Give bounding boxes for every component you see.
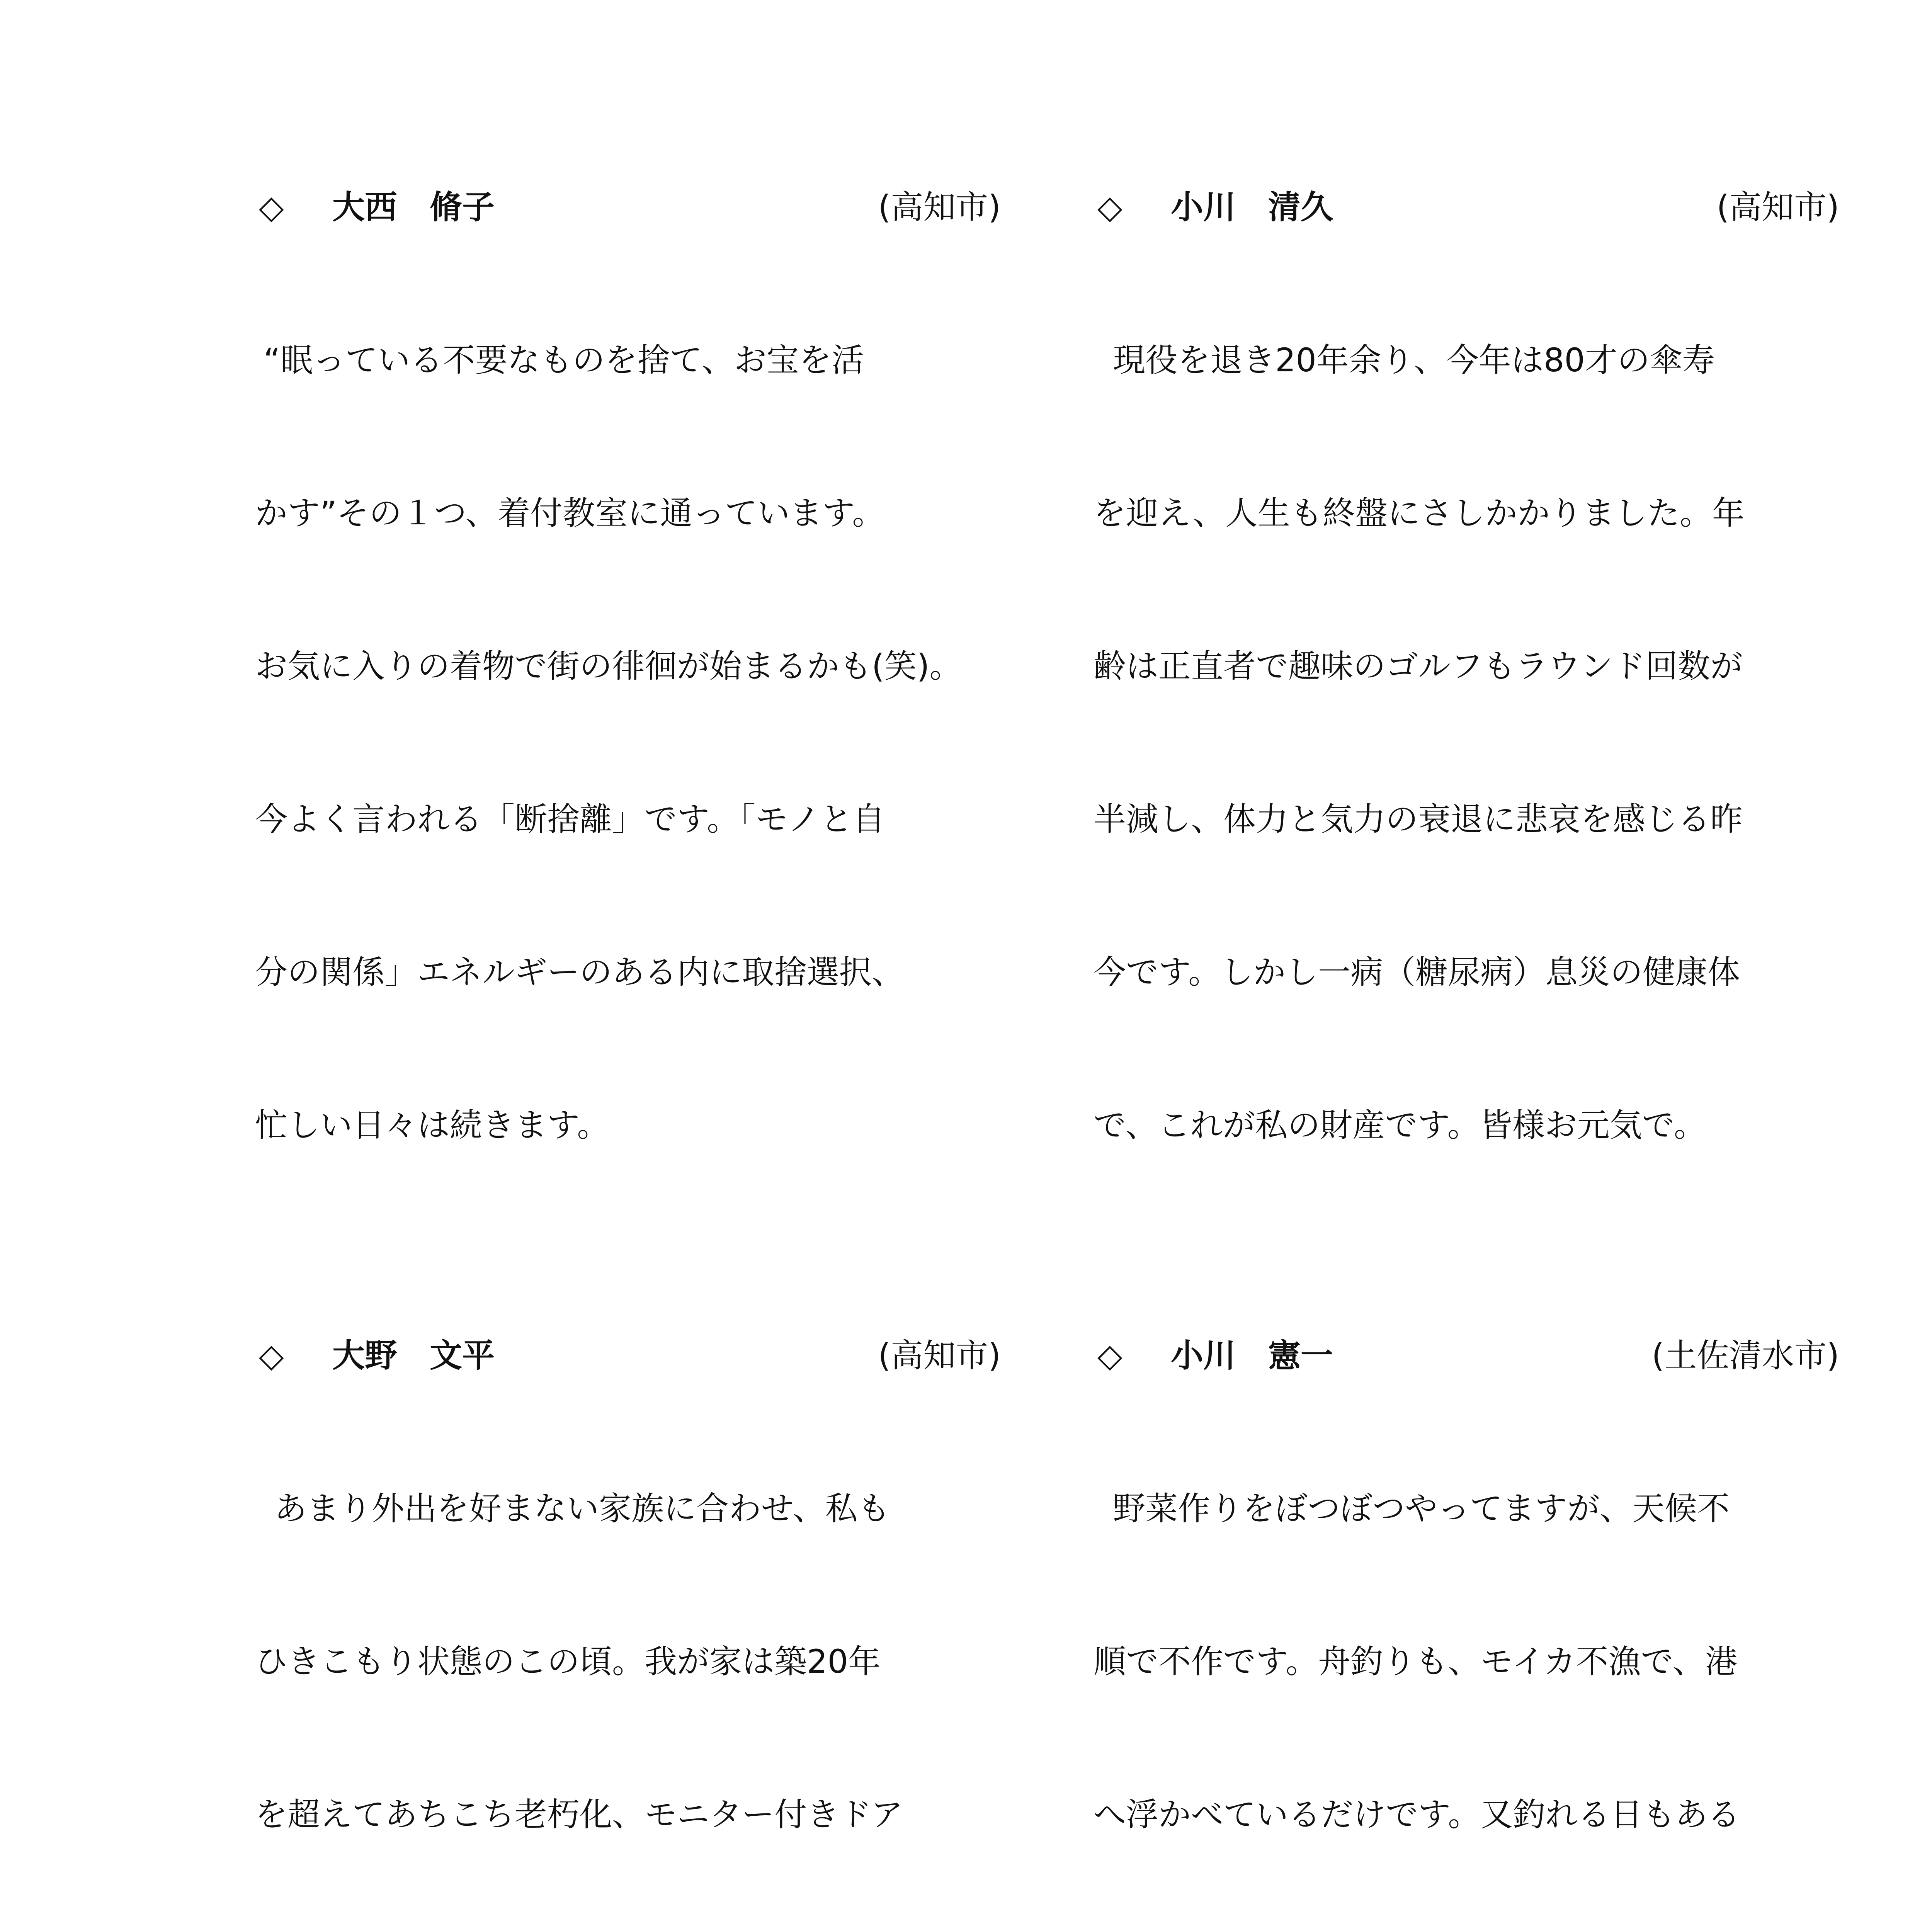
- left-column: [255, 182, 1001, 1932]
- diamond-icon: ◇: [259, 188, 284, 226]
- member-location: (土佐清水市): [1651, 1337, 1839, 1374]
- entry-message: [1094, 233, 1839, 1253]
- message-line: 忙しい日々は続きます。: [255, 1106, 610, 1144]
- entry-message: [1094, 1381, 1839, 1932]
- message-line: 分の関係」エネルギーのある内に取捨選択、: [255, 953, 905, 991]
- member-name: 大野 文平: [332, 1337, 495, 1374]
- diamond-icon: ◇: [1097, 188, 1122, 226]
- member-location: (高知市): [1716, 188, 1839, 226]
- message-line: で、これが私の財産です。皆様お元気で。: [1094, 1106, 1706, 1144]
- entry: [1094, 1330, 1839, 1932]
- member-location: (高知市): [878, 1337, 1001, 1374]
- message-line: 今です。しかし一病（糖尿病）息災の健康体: [1094, 953, 1740, 991]
- message-line: 齢は正直者で趣味のゴルフもラウンド回数が: [1094, 647, 1743, 685]
- message-line: 野菜作りをぼつぼつやってますが、天候不: [1113, 1490, 1730, 1527]
- entry-header: [255, 182, 1001, 233]
- member-name: 小川 憲一: [1171, 1337, 1333, 1374]
- message-line: 順で不作です。舟釣りも、モイカ不漁で、港: [1094, 1643, 1738, 1680]
- diamond-icon: ◇: [259, 1337, 284, 1374]
- entry-message: [255, 1381, 1001, 1932]
- message-line: お気に入りの着物で街の徘徊が始まるかも(笑)。: [255, 647, 962, 685]
- message-line: 半減し、体力と気力の衰退に悲哀を感じる昨: [1094, 800, 1743, 838]
- message-line: 現役を退き20年余り、今年は80才の傘寿: [1113, 341, 1715, 379]
- right-column: [1094, 182, 1839, 1932]
- message-line: あまり外出を好まない家族に合わせ、私も: [274, 1490, 890, 1527]
- message-line: 今よく言われる「断捨離」です。「モノと自: [255, 800, 885, 838]
- message-line: を超えてあちこち老朽化、モニター付きドア: [255, 1796, 903, 1833]
- member-location: (高知市): [878, 188, 1001, 226]
- entry: [255, 1330, 1001, 1932]
- entry-header: [1094, 182, 1839, 233]
- entry-header: [1094, 1330, 1839, 1381]
- member-name: 小川 清久: [1171, 188, 1333, 226]
- message-line: “眠っている不要なものを捨て、お宝を活: [264, 341, 864, 379]
- entry: [1094, 182, 1839, 1253]
- diamond-icon: ◇: [1097, 1337, 1122, 1374]
- entry-message: [255, 233, 1001, 1253]
- entry-header: [255, 1330, 1001, 1381]
- message-line: かす”その１つ、着付教室に通っています。: [255, 494, 885, 532]
- member-name: 大西 脩子: [332, 188, 495, 226]
- message-line: へ浮かべているだけです。又釣れる日もある: [1094, 1796, 1740, 1833]
- message-line: ひきこもり状態のこの頃。我が家は築20年: [255, 1643, 881, 1680]
- entry: [255, 182, 1001, 1253]
- message-line: を迎え、人生も終盤にさしかかりました。年: [1094, 494, 1745, 532]
